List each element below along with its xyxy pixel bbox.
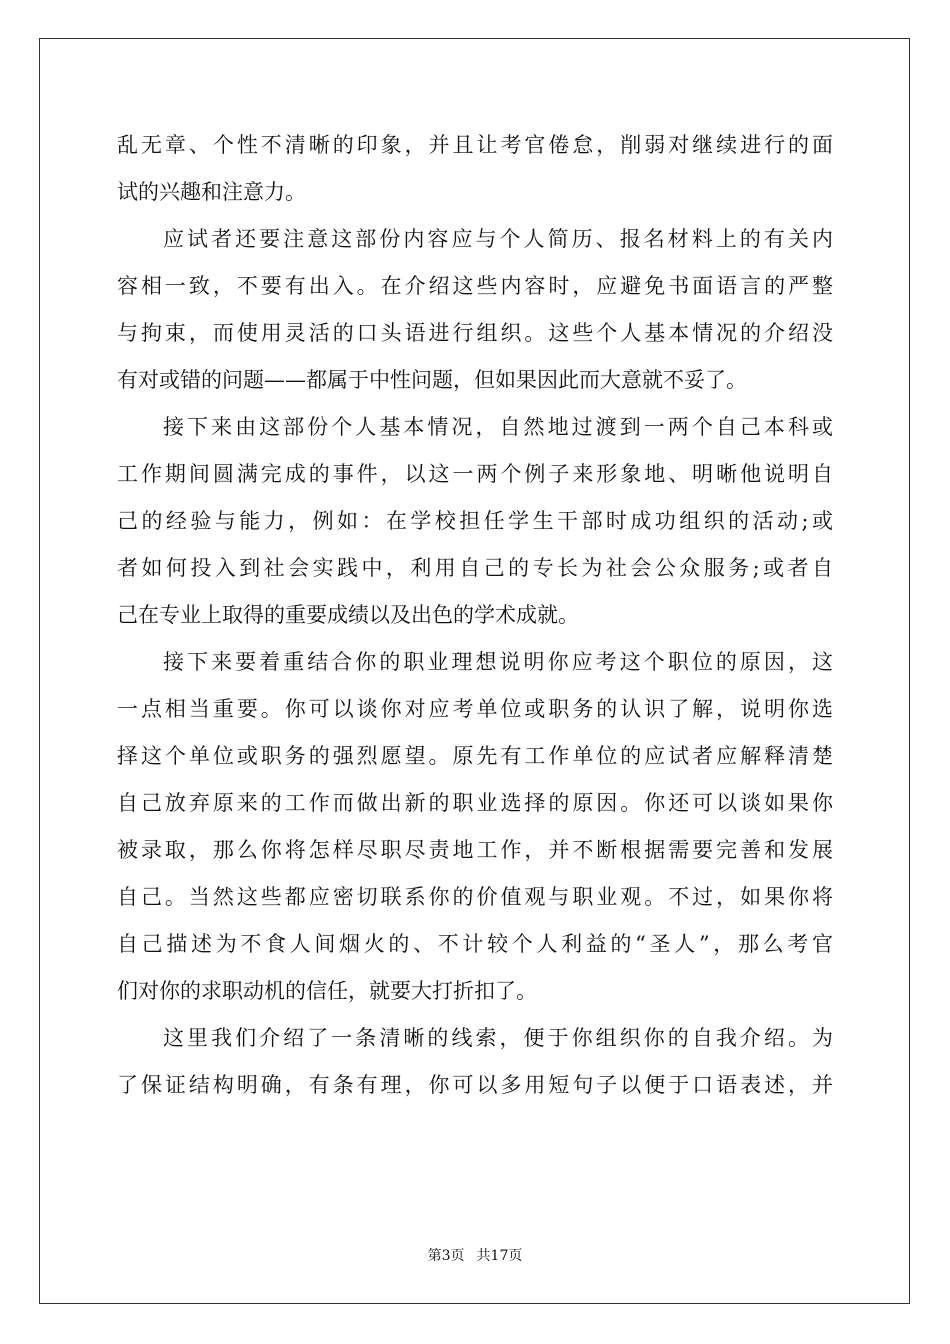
text-line: 自己放弃原来的工作而做出新的职业选择的原因。你还可以谈如果你	[117, 791, 833, 815]
document-body	[117, 122, 833, 1109]
text-line: 自己。当然这些都应密切联系你的价值观与职业观。不过，如果你将	[117, 885, 833, 909]
text-line: 与拘束，而使用灵活的口头语进行组织。这些个人基本情况的介绍没	[117, 321, 833, 345]
text-line: 择这个单位或职务的强烈愿望。原先有工作单位的应试者应解释清楚	[117, 744, 833, 768]
text-line: 者如何投入到社会实践中，利用自己的专长为社会公众服务;或者自	[117, 556, 833, 580]
text-line: 被录取，那么你将怎样尽职尽责地工作，并不断根据需要完善和发展	[117, 838, 833, 862]
page-total: 共17页	[476, 1248, 523, 1264]
text-line: 接下来由这部份个人基本情况，自然地过渡到一两个自己本科或	[163, 415, 833, 439]
text-line: 有对或错的问题——都属于中性问题，但如果因此而大意就不妥了。	[117, 368, 747, 392]
text-line: 自己描述为不食人间烟火的、不计较个人利益的“圣人”，那么考官	[117, 932, 833, 956]
text-line: 己的经验与能力，例如：在学校担任学生干部时成功组织的活动;或	[117, 509, 833, 533]
text-line: 工作期间圆满完成的事件，以这一两个例子来形象地、明晰他说明自	[117, 462, 833, 486]
text-line: 这里我们介绍了一条清晰的线索，便于你组织你的自我介绍。为	[163, 1026, 833, 1050]
paragraph	[117, 404, 833, 639]
text-line: 们对你的求职动机的信任，就要大打折扣了。	[117, 979, 537, 1003]
text-line: 了保证结构明确，有条有理，你可以多用短句子以便于口语表述，并	[117, 1073, 833, 1097]
text-line: 接下来要着重结合你的职业理想说明你应考这个职位的原因，这	[163, 650, 833, 674]
text-line: 试的兴趣和注意力。	[117, 180, 306, 204]
text-line: 容相一致，不要有出入。在介绍这些内容时，应避免书面语言的严整	[117, 274, 833, 298]
page-footer	[0, 1245, 950, 1265]
text-line: 乱无章、个性不清晰的印象，并且让考官倦怠，削弱对继续进行的面	[117, 133, 833, 157]
paragraph	[117, 639, 833, 1015]
text-line: 己在专业上取得的重要成绩以及出色的学术成就。	[117, 603, 579, 627]
text-line: 应试者还要注意这部份内容应与个人简历、报名材料上的有关内	[163, 227, 833, 251]
paragraph	[117, 216, 833, 404]
paragraph	[117, 1015, 833, 1109]
page-number: 第3页	[427, 1248, 465, 1264]
paragraph	[117, 122, 833, 216]
text-line: 一点相当重要。你可以谈你对应考单位或职务的认识了解，说明你选	[117, 697, 833, 721]
